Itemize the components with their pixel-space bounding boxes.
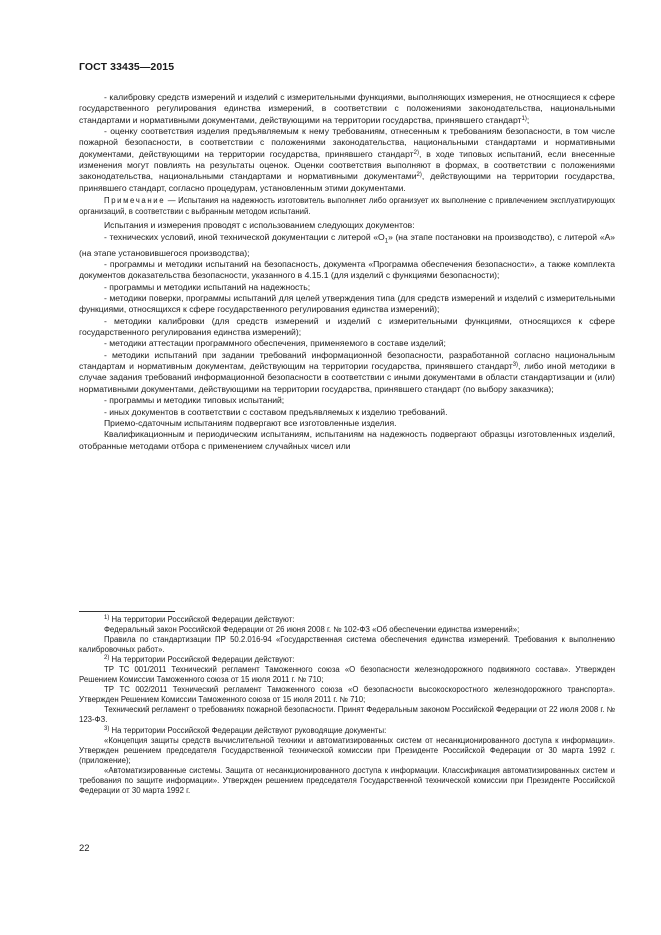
footnote-3-title: $^{3)}$ На территории Российской Федерации действуют руководящие документы: — [104, 725, 387, 735]
list-item: - программы и методики испытаний на безопасность, документа «Программа обеспечения безопасности», а также комплекта документов доказательства безопасности, указанного в 4.15.1 (для изделий с функциями безопасности); — [79, 259, 615, 281]
paragraph-acceptance: Приемо-сдаточным испытаниям подвергают все изготовленные изделия. — [104, 417, 397, 428]
list-item: - методики поверки, программы испытаний для целей утверждения типа (для средств измерений и изделий с измерительными функциями, относящихся к сфере государственного регулирования единства измерений); — [79, 293, 615, 315]
paragraph-conformity: - оценку соответствия изделия предъявляемым к нему требованиям, отнесенным к требованиям безопасности, в том числе пожарной безопасности, в соответствии с положениями законодательства, национальными стандартами и нормативными документами, действующими на территории государства, принявшего стандарт$^{2)}$, в ходе типовых испытаний, если внесенные изменения могут повлиять на результаты оценок. Оценки соответствия выполняют в формах, в соответствии с положениями законодательства, национальными стандартами и нормативными документами$^{2)}$, действующими на территории государства, принявшего стандарт, согласно процедурам, установленным этими документами. — [79, 126, 615, 193]
list-item: - технических условий, иной технической документации с литерой «$О_1$» (на этапе постановки на производство), с литерой «А» (на этапе установившегося производства); — [79, 231, 615, 258]
footnote-line: ТР ТС 002/2011 Технический регламент Таможенного союза «О безопасности высокоскоростного железнодорожного транспорта». Утвержден Решением Комиссии Таможенного союза от 15 июля 2011 г. № 710; — [79, 685, 615, 705]
list-item: - иных документов в соответствии с составом предъявляемых к изделию требований. — [104, 406, 448, 417]
footnote-line: «Концепция защиты средств вычислительной техники и автоматизированных систем от несанкционированного доступа к информации». Утвержден решением председателя Государственной технической комиссии при Президенте Российской Федерации от 30 марта 1992 г. (приложение); — [79, 735, 615, 765]
footnote-line: Технический регламент о требованиях пожарной безопасности. Принят Федеральным законом Российской Федерации от 22 июля 2008 г. № 123-ФЗ. — [79, 705, 615, 725]
note: Примечание — Испытания на надежность изготовитель выполняет либо организует их выполнение с привлечением эксплуатирующих организаций, в соответствии с выбранным методом испытаний. — [79, 196, 615, 216]
main-text — [79, 92, 615, 452]
paragraph-docs-intro: Испытания и измерения проводят с использованием следующих документов: — [104, 220, 415, 231]
paragraph-calibration: - калибровку средств измерений и изделий с измерительными функциями, выполняющих измерения, не относящиеся к сфере государственного регулирования единства измерений, в соответствии с положениями законодательства, национальными стандартами и нормативными документами, действующими на территории государства, принявшего стандарт$^{1)}$; — [79, 92, 615, 125]
page-number: 22 — [79, 843, 90, 854]
footnote-line: Федеральный закон Российской Федерации от 26 июня 2008 г. № 102-ФЗ «Об обеспечении единства измерений»; — [104, 625, 520, 635]
list-item: - программы и методики испытаний на надежность; — [104, 281, 311, 292]
footnote-line: Правила по стандартизации ПР 50.2.016-94 «Государственная система обеспечения единства измерений. Требования к выполнению калибровочных работ». — [79, 635, 615, 655]
list-item: - методики калибровки (для средств измерений и изделий с измерительными функциями, относящихся к сфере государственного регулирования единства измерений); — [79, 315, 615, 338]
list-item: - методики испытаний при задании требований информационной безопасности, разработанной согласно национальным стандартам и нормативным документам, действующим на территории государства, принявшего стандарт$^{3)}$, либо иной методики в случае задания требований информационной безопасности в соответствии с иными документами в области стандартизации и (или) нормативными документами, действующими на территории государства, принявшего стандарт (по выбору заказчика); — [79, 349, 616, 394]
footnote-2-title: $^{2)}$ На территории Российской Федерации действуют: — [104, 655, 295, 665]
paragraph-qualification: Квалификационным и периодическим испытаниям, испытаниям на надежность подвергают образцы изготовленных изделий, отобранные методами отбора с применением случайных чисел или — [79, 429, 615, 451]
list-item: - программы и методики типовых испытаний; — [104, 395, 285, 406]
footnote-line: «Автоматизированные системы. Защита от несанкционированного доступа к информации. Классификация автоматизированных систем и требования по защите информации». Утвержден решением председателя Государственной технической комиссии при Президенте Российской Федерации от 30 марта 1992 г. — [79, 765, 615, 795]
list-item: - методики аттестации программного обеспечения, применяемого в составе изделий; — [104, 338, 446, 349]
footnote-divider — [79, 611, 175, 612]
footnote-1-title: $^{1)}$ На территории Российской Федерации действуют: — [104, 615, 295, 624]
footnote-line: ТР ТС 001/2011 Технический регламент Таможенного союза «О безопасности железнодорожного подвижного состава». Утвержден Решением Комиссии Таможенного союза от 15 июля 2011 г. № 710; — [79, 665, 615, 685]
note-label: Примечание — [104, 196, 166, 206]
document-header: ГОСТ 33435—2015 — [79, 61, 175, 73]
footnotes — [79, 615, 615, 796]
